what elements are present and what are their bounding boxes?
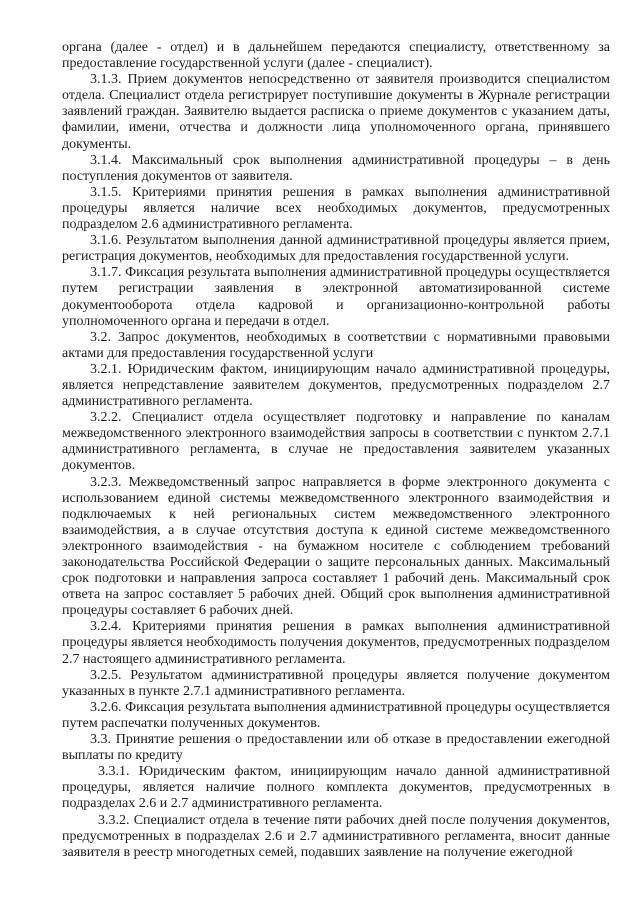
paragraph-3-1-3: 3.1.3. Прием документов непосредственно от заявителя производится специалистом отдела. Специалист отдела регистрирует поступившие документы в Журнале регистрации заявлений граждан. Заявителю выдается расписка о приеме документов с указанием даты, фамилии, имени, отчества и должности лица уполномоченного органа, принявшего документы. — [62, 72, 610, 152]
paragraph-3-3-2: 3.3.2. Специалист отдела в течение пяти рабочих дней после получения документов, предусмотренных в подразделах 2.6 и 2.7 административного регламента, вносит данные заявителя в реестр многодетных семей, подавших заявление на получение ежегодной — [62, 812, 610, 860]
document-body — [62, 40, 610, 861]
section-heading-3-3: 3.3. Принятие решения о предоставлении или об отказе в предоставлении ежегодной выплаты по кредиту — [62, 732, 610, 764]
paragraph-3-2-2: 3.2.2. Специалист отдела осуществляет подготовку и направление по каналам межведомственного электронного взаимодействия запросы в соответствии с пунктом 2.7.1 административного регламента, в случае не предоставления заявителем указанных документов. — [62, 410, 610, 474]
section-heading-3-2: 3.2. Запрос документов, необходимых в соответствии с нормативными правовыми актами для предоставления государственной услуги — [62, 329, 610, 361]
paragraph-3-2-1: 3.2.1. Юридическим фактом, инициирующим начало административной процедуры, является непредставление заявителем документов, предусмотренных подразделом 2.7 административного регламента. — [62, 361, 610, 410]
paragraph-3-2-3: 3.2.3. Межведомственный запрос направляется в форме электронного документа с использованием единой системы межведомственного электронного взаимодействия и подключаемых к ней региональных систем межведомственного электронного взаимодействия, а в случае отсутствия доступа к единой системе межведомственного электронного взаимодействия - на бумажном носителе с соблюдением требований законодательства Российской Федерации о защите персональных данных. Максимальный срок подготовки и направления запроса составляет 1 рабочий день. Максимальный срок ответа на запрос составляет 5 рабочих дней. Общий срок выполнения административной процедуры составляет 6 рабочих дней. — [62, 474, 610, 619]
paragraph-3-1-4: 3.1.4. Максимальный срок выполнения административной процедуры – в день поступления документов от заявителя. — [62, 152, 610, 184]
paragraph-3-2-4: 3.2.4. Критериями принятия решения в рамках выполнения административной процедуры является необходимость получения документов, предусмотренных подразделом 2.7 настоящего административного регламента. — [62, 619, 610, 667]
paragraph-3-2-5: 3.2.5. Результатом административной процедуры является получение документом указанных в пункте 2.7.1 административного регламента. — [62, 667, 610, 699]
paragraph-continuation: органа (далее - отдел) и в дальнейшем передаются специалисту, ответственному за предоставление государственной услуги (далее - специалист). — [62, 40, 610, 72]
paragraph-3-2-6: 3.2.6. Фиксация результата выполнения административной процедуры осуществляется путем распечатки полученных документов. — [62, 699, 610, 731]
paragraph-3-1-7: 3.1.7. Фиксация результата выполнения административной процедуры осуществляется путем регистрации заявления в электронной автоматизированной системе документооборота отдела кадровой и организационно-контрольной работы уполномоченного органа и передачи в отдел. — [62, 265, 610, 329]
paragraph-3-1-5: 3.1.5. Критериями принятия решения в рамках выполнения административной процедуры является наличие всех необходимых документов, предусмотренных подразделом 2.6 административного регламента. — [62, 184, 610, 233]
paragraph-3-1-6: 3.1.6. Результатом выполнения данной административной процедуры является прием, регистрация документов, необходимых для предоставления государственной услуги. — [62, 233, 610, 265]
paragraph-3-3-1: 3.3.1. Юридическим фактом, инициирующим начало данной административной процедуры, является наличие полного комплекта документов, предусмотренных в подразделах 2.6 и 2.7 административного регламента. — [62, 764, 610, 812]
